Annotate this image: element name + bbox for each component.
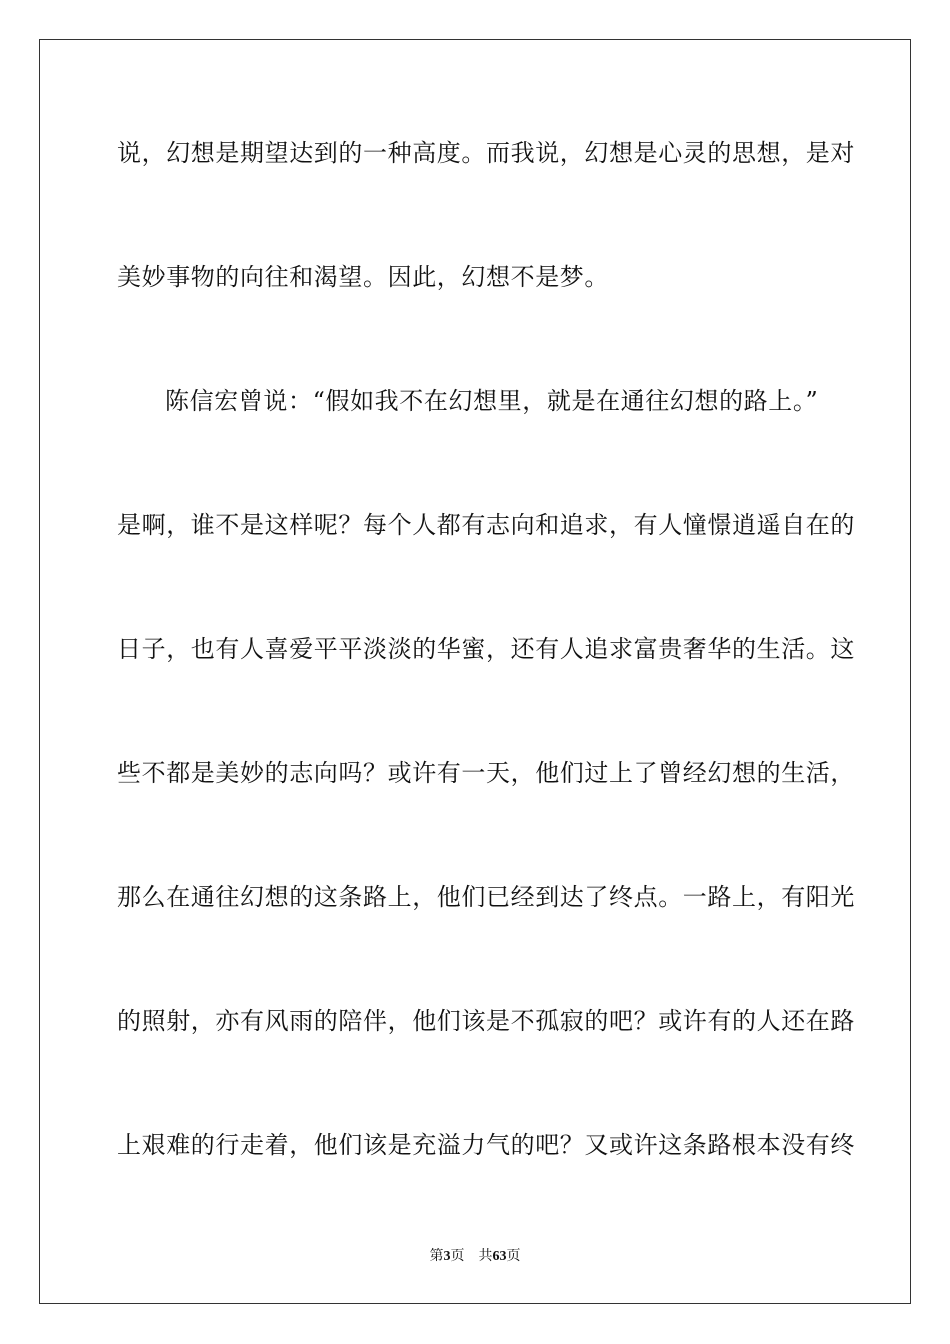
page-footer bbox=[0, 1247, 950, 1266]
page-border bbox=[39, 39, 911, 1304]
total-label-prefix: 共 bbox=[478, 1248, 493, 1264]
body-line-8: 的照射，亦有风雨的陪伴，他们该是不孤寂的吧？或许有的人还在路 bbox=[117, 1007, 855, 1035]
page-number: 3 bbox=[443, 1249, 451, 1264]
body-line-9: 上艰难的行走着，他们该是充溢力气的吧？又或许这条路根本没有终 bbox=[117, 1131, 855, 1159]
page-label-prefix: 第 bbox=[429, 1248, 444, 1264]
body-line-2: 美妙事物的向往和渴望。因此，幻想不是梦。 bbox=[117, 263, 609, 291]
total-pages: 63 bbox=[492, 1249, 507, 1264]
total-label-suffix: 页 bbox=[506, 1248, 521, 1264]
page-label-suffix: 页 bbox=[450, 1248, 465, 1264]
body-line-3: 陈信宏曾说：“假如我不在幻想里，就是在通往幻想的路上。” bbox=[165, 387, 819, 415]
body-line-5: 日子，也有人喜爱平平淡淡的华蜜，还有人追求富贵奢华的生活。这 bbox=[117, 635, 855, 663]
body-line-7: 那么在通往幻想的这条路上，他们已经到达了终点。一路上，有阳光 bbox=[117, 883, 855, 911]
body-line-4: 是啊，谁不是这样呢？每个人都有志向和追求，有人憧憬逍遥自在的 bbox=[117, 511, 855, 539]
body-line-6: 些不都是美妙的志向吗？或许有一天，他们过上了曾经幻想的生活， bbox=[117, 759, 855, 787]
body-line-1: 说，幻想是期望达到的一种高度。而我说，幻想是心灵的思想，是对 bbox=[117, 139, 855, 167]
